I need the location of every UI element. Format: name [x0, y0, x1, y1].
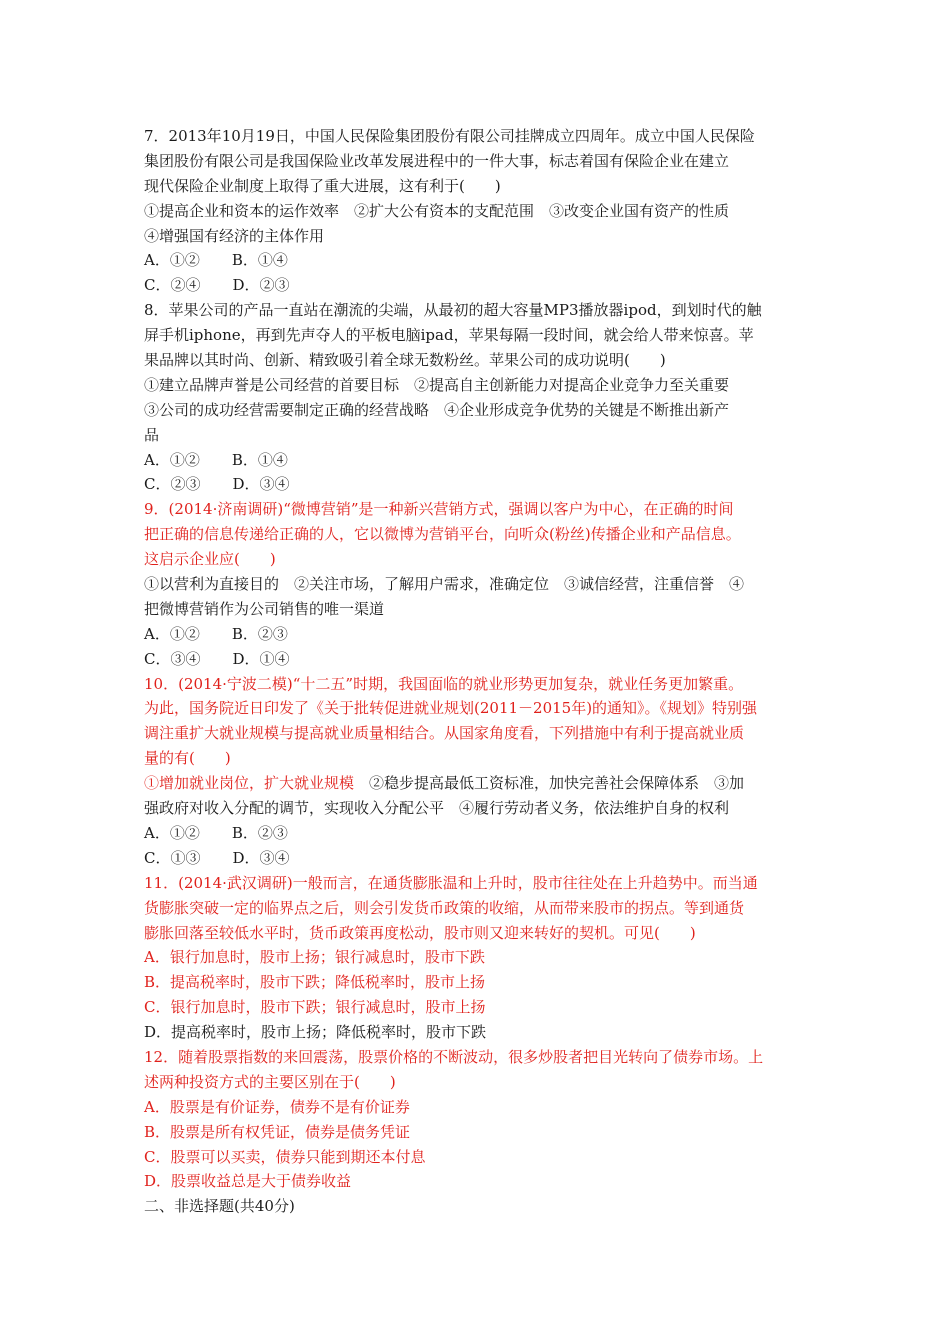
question-10: [144, 672, 814, 871]
option-d: D．提高税率时，股市上扬；降低税率时，股市下跌: [144, 1023, 487, 1042]
question-11: [144, 871, 814, 1045]
option-c: C．①③: [144, 848, 201, 867]
statement-line: 把微博营销作为公司销售的唯一渠道: [144, 599, 385, 618]
option-row: [144, 472, 814, 497]
option-b: B．①④: [231, 251, 288, 270]
statement-line: ①建立品牌声誉是公司经营的首要目标 ②提高自主创新能力对提高企业竞争力至关重要: [144, 375, 730, 394]
option-d: D．③④: [232, 475, 290, 494]
option-b: B．②③: [231, 823, 288, 842]
question-8: [144, 298, 814, 497]
question-text-line-highlighted: 把正确的信息传递给正确的人，它以微博为营销平台，向听众(粉丝)传播企业和产品信息。: [144, 525, 741, 544]
statement-line: [144, 771, 814, 796]
option-d: D．②③: [232, 276, 290, 295]
option-a: A．①②: [144, 624, 200, 643]
option-row: [144, 622, 814, 647]
option-d: D．①④: [232, 649, 290, 668]
question-text-line-highlighted: 这启示企业应( ): [144, 550, 276, 569]
question-text-line-highlighted: 10．(2014·宁波二模)“十二五”时期，我国面临的就业形势更加复杂，就业任务更加繁重。: [144, 674, 744, 693]
statement-line: ④增强国有经济的主体作用: [144, 226, 325, 245]
option-row: [144, 821, 814, 846]
question-text-line-highlighted: 12．随着股票指数的来回震荡，股票价格的不断波动，很多炒股者把目光转向了债券市场。上: [144, 1047, 764, 1066]
option-b-highlighted: B．股票是所有权凭证，债券是债务凭证: [144, 1122, 411, 1141]
statement-highlighted: ①增加就业岗位，扩大就业规模: [144, 774, 355, 793]
question-text-line-highlighted: 货膨胀突破一定的临界点之后，则会引发货币政策的收缩，从而带来股市的拐点。等到通货: [144, 898, 745, 917]
option-row: [144, 448, 814, 473]
option-a: A．①②: [144, 823, 200, 842]
option-c-highlighted: C．银行加息时，股市下跌；银行减息时，股市上扬: [144, 998, 486, 1017]
question-text-line: 8．苹果公司的产品一直站在潮流的尖端，从最初的超大容量MP3播放器ipod，到划时代的触: [144, 301, 762, 320]
question-12: [144, 1045, 814, 1194]
option-row: [144, 248, 814, 273]
option-a-highlighted: A．股票是有价证券，债券不是有价证券: [144, 1097, 410, 1116]
question-text-line-highlighted: 9．(2014·济南调研)“微博营销”是一种新兴营销方式，强调以客户为中心，在正确的时间: [144, 500, 734, 519]
question-7: [144, 124, 814, 298]
question-text-line-highlighted: 11．(2014·武汉调研)一般而言，在通货膨胀温和上升时，股市往往处在上升趋势中。而当通: [144, 873, 758, 892]
option-c: C．③④: [144, 649, 201, 668]
option-c: C．②④: [144, 276, 201, 295]
option-row: [144, 647, 814, 672]
statement-line: 强政府对收入分配的调节，实现收入分配公平 ④履行劳动者义务，依法维护自身的权利: [144, 799, 730, 818]
question-text-line: 7．2013年10月19日，中国人民保险集团股份有限公司挂牌成立四周年。成立中国人民保险: [144, 127, 755, 145]
statement-line: 品: [144, 425, 160, 444]
option-row: [144, 273, 814, 298]
question-text-line-highlighted: 量的有( ): [144, 749, 231, 768]
statement-continuation: ②稳步提高最低工资标准，加快完善社会保障体系 ③加: [354, 774, 745, 793]
question-9: [144, 497, 814, 671]
option-b: B．②③: [231, 624, 288, 643]
option-row: [144, 846, 814, 871]
statement-line: ①提高企业和资本的运作效率 ②扩大公有资本的支配范围 ③改变企业国有资产的性质: [144, 201, 730, 220]
question-text-line-highlighted: 调注重扩大就业规模与提高就业质量相结合。从国家角度看，下列措施中有利于提高就业质: [144, 724, 745, 743]
option-a: A．①②: [144, 450, 200, 469]
option-d: D．③④: [232, 848, 290, 867]
question-text-line-highlighted: 膨胀回落至较低水平时，货币政策再度松动，股市则又迎来转好的契机。可见( ): [144, 923, 696, 942]
question-text-line-highlighted: 述两种投资方式的主要区别在于( ): [144, 1072, 396, 1091]
option-c: C．②③: [144, 475, 201, 494]
section-heading: 二、非选择题(共40分): [144, 1197, 295, 1216]
question-text-line: 集团股份有限公司是我国保险业改革发展进程中的一件大事，标志着国有保险企业在建立: [144, 151, 730, 170]
option-a-highlighted: A．银行加息时，股市上扬；银行减息时，股市下跌: [144, 948, 485, 967]
question-text-line-highlighted: 为此，国务院近日印发了《关于批转促进就业规划(2011－2015年)的通知》。《规划》特别强: [144, 699, 758, 718]
exam-content: [144, 124, 814, 1219]
option-a: A．①②: [144, 251, 200, 270]
question-text-line: 现代保险企业制度上取得了重大进展，这有利于( ): [144, 176, 501, 195]
statement-line: ①以营利为直接目的 ②关注市场，了解用户需求，准确定位 ③诚信经营，注重信誉 ④: [144, 575, 745, 594]
question-text-line: 屏手机iphone，再到先声夺人的平板电脑ipad，苹果每隔一段时间，就会给人带来惊喜。苹: [144, 326, 754, 345]
option-b-highlighted: B．提高税率时，股市下跌；降低税率时，股市上扬: [144, 973, 486, 992]
option-b: B．①④: [231, 450, 288, 469]
option-c-highlighted: C．股票可以买卖，债券只能到期还本付息: [144, 1147, 426, 1166]
option-d-highlighted: D．股票收益总是大于债券收益: [144, 1172, 352, 1191]
question-text-line: 果品牌以其时尚、创新、精致吸引着全球无数粉丝。苹果公司的成功说明( ): [144, 351, 666, 370]
statement-line: ③公司的成功经营需要制定正确的经营战略 ④企业形成竞争优势的关键是不断推出新产: [144, 400, 730, 419]
